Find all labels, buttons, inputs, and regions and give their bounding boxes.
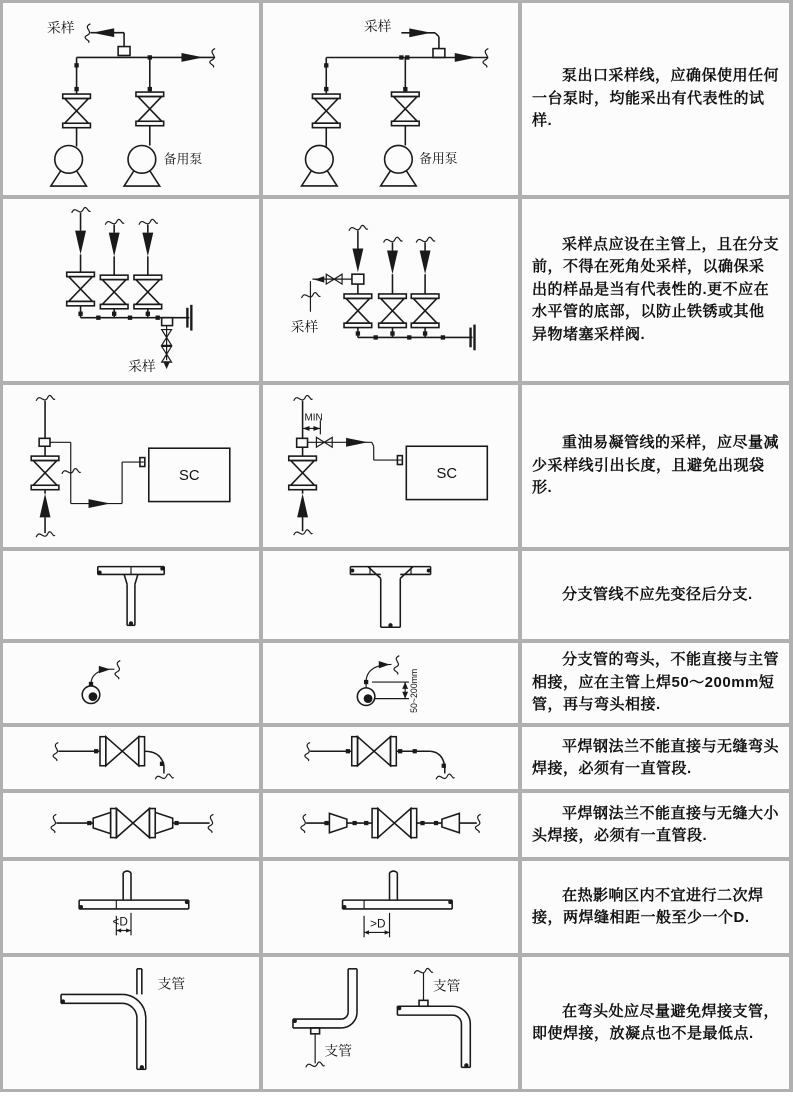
short-pipe-dimension-label: 50~200mm xyxy=(408,668,419,713)
valve-icon xyxy=(31,456,59,490)
diagram-branch-elbow-right xyxy=(263,643,518,723)
standby-pump-label: 备用泵 xyxy=(163,151,203,167)
weld-spacing-wrong-svg xyxy=(3,861,259,953)
reducer-icon xyxy=(442,813,459,832)
flow-arrow-icon xyxy=(352,248,363,272)
flanged-valve-icon xyxy=(352,737,397,766)
note-text: 分支管线不应先变径后分支. xyxy=(562,585,753,603)
reducer-icon xyxy=(155,812,172,833)
diagram-branch-elbow-wrong xyxy=(3,643,259,723)
sample-tap-fitting xyxy=(39,438,50,446)
valve-icon xyxy=(134,275,162,309)
diagram-flange-elbow-wrong xyxy=(3,727,259,789)
flow-arrow-icon xyxy=(387,250,398,274)
flanged-valve-icon xyxy=(111,809,156,838)
branch-elbow-right-svg xyxy=(263,643,518,723)
note-text: 泵出口采样线，应确保使用任何一台泵时，均能采出有代表性的试样. xyxy=(532,67,780,130)
sample-label: 采样 xyxy=(128,358,156,375)
note-row6 xyxy=(522,727,789,789)
weld-distance-label: <D xyxy=(112,915,128,929)
note-row5 xyxy=(522,643,789,723)
note-text: 平焊钢法兰不能直接与无缝大小头焊接，必须有一直管段. xyxy=(532,804,780,844)
flow-arrow-icon xyxy=(75,231,86,255)
pump-icon xyxy=(51,146,87,187)
branch-elbow-wrong-svg xyxy=(3,643,259,723)
standby-pump-icon xyxy=(124,146,160,187)
diagram-flange-reducer-wrong xyxy=(3,793,259,857)
diagram-flange-reducer-right xyxy=(263,793,518,857)
flow-arrow-icon xyxy=(346,438,368,447)
note-row7 xyxy=(522,793,789,857)
elbow-icon xyxy=(122,994,146,1018)
note-row3 xyxy=(522,385,789,547)
branch-fitting xyxy=(419,1000,428,1006)
diagram-branch-reducer-right xyxy=(263,551,518,639)
sampling-point-right-svg xyxy=(263,199,518,381)
diagram-branch-reducer-wrong xyxy=(3,551,259,639)
sample-tap-fitting xyxy=(118,47,130,56)
reducer-icon xyxy=(329,813,346,832)
pump-sampling-right-svg xyxy=(263,3,518,195)
reducer-icon xyxy=(93,812,110,833)
branch-reducer-right-svg xyxy=(263,551,518,639)
flow-arrow-icon xyxy=(40,494,51,518)
note-row2 xyxy=(522,199,789,381)
branch-reducer-wrong-svg xyxy=(3,551,259,639)
note-row4 xyxy=(522,551,789,639)
pump-icon xyxy=(302,145,338,186)
flow-arrow-icon xyxy=(181,53,203,62)
flow-arrow-icon xyxy=(420,250,431,274)
note-text: 平焊钢法兰不能直接与无缝弯头焊接，必须有一直管段. xyxy=(532,737,780,777)
sample-cooler-label: SC xyxy=(436,465,458,482)
diagram-flange-elbow-right xyxy=(263,727,518,789)
sample-flow-arrow-icon xyxy=(92,28,114,37)
note-row8 xyxy=(522,861,789,953)
standards-table xyxy=(3,3,790,1089)
branch-pipe-label: 支管 xyxy=(432,978,461,994)
diagram-weld-spacing-right xyxy=(263,861,518,953)
pump-sampling-wrong-svg xyxy=(3,3,259,195)
standby-pump-icon xyxy=(381,145,417,186)
variant-branch-before-elbow xyxy=(293,969,357,1068)
sample-label: 采样 xyxy=(363,17,392,34)
diagram-sampling-point-right xyxy=(263,199,518,381)
sample-flow-arrow-icon xyxy=(409,28,431,37)
flow-arrow-icon xyxy=(297,494,308,518)
sample-tap-fitting xyxy=(433,49,445,58)
standby-pump-label: 备用泵 xyxy=(419,151,458,167)
note-row1 xyxy=(522,3,789,195)
note-text: 分支管的弯头，不能直接与主管相接，应在主管上焊50～200mm短管，再与弯头相接. xyxy=(532,651,780,714)
note-row9 xyxy=(522,957,789,1089)
elbow-branch-right-svg xyxy=(263,957,518,1089)
diagram-heavy-oil-right xyxy=(263,385,518,547)
flow-arrow-icon xyxy=(455,53,477,62)
diagram-elbow-branch-right xyxy=(263,957,518,1089)
valve-icon xyxy=(289,456,317,490)
note-text: 在热影响区内不宜进行二次焊接，两焊缝相距一般至少一个D. xyxy=(532,886,764,926)
flange-elbow-right-svg xyxy=(263,727,518,789)
flange-elbow-wrong-svg xyxy=(3,727,259,789)
note-text: 重油易凝管线的采样，应尽量减少采样线引出长度，且避免出现袋形. xyxy=(532,434,780,497)
note-text: 在弯头处应尽量避免焊接支管，即使焊接，放凝点也不是最低点. xyxy=(532,1002,780,1042)
elbow-icon xyxy=(341,1012,357,1028)
sample-cooler-label: SC xyxy=(178,467,200,484)
diagram-pump-sampling-wrong xyxy=(3,3,259,195)
heavy-oil-right-svg xyxy=(263,385,518,547)
valve-icon xyxy=(344,294,372,328)
flanged-valve-icon xyxy=(100,737,145,766)
variant-branch-on-top xyxy=(397,968,470,1067)
diagram-weld-spacing-wrong xyxy=(3,861,259,953)
weld-distance-label: >D xyxy=(370,917,386,931)
weld-spacing-right-svg xyxy=(263,861,518,953)
flanged-valve-icon xyxy=(372,809,417,838)
valve-icon xyxy=(100,275,128,309)
diagram-sampling-point-wrong xyxy=(3,199,259,381)
branch-fitting xyxy=(311,1028,320,1034)
elbow-icon xyxy=(430,751,445,773)
valve-icon xyxy=(63,94,91,128)
min-dimension-label: MIN xyxy=(304,412,323,424)
flange-reducer-wrong-svg xyxy=(3,793,259,857)
heavy-oil-wrong-svg xyxy=(3,385,259,547)
valve-icon xyxy=(312,94,340,128)
reducer-icon xyxy=(124,574,127,584)
valve-icon xyxy=(136,92,164,126)
valve-icon xyxy=(411,294,439,328)
sampling-point-wrong-svg xyxy=(3,199,259,381)
branch-pipe-label: 支管 xyxy=(157,976,186,992)
flow-arrow-icon xyxy=(142,233,153,257)
sample-label: 采样 xyxy=(46,19,75,36)
valve-icon xyxy=(67,272,95,306)
diagram-heavy-oil-wrong xyxy=(3,385,259,547)
flow-arrow-icon xyxy=(109,233,120,257)
flow-arrow-icon xyxy=(89,499,111,508)
sample-tap-fitting xyxy=(162,318,173,326)
diagram-elbow-branch-wrong xyxy=(3,957,259,1089)
sample-tap-fitting xyxy=(297,438,308,447)
flange-reducer-right-svg xyxy=(263,793,518,857)
branch-pipe-label: 支管 xyxy=(324,1043,353,1059)
elbow-branch-wrong-svg xyxy=(3,957,259,1089)
valve-icon xyxy=(379,294,407,328)
diagram-pump-sampling-right xyxy=(263,3,518,195)
sample-tap-fitting xyxy=(352,274,364,284)
note-text: 采样点应设在主管上，且在分支前，不得在死角处采样，以确保采出的样品是当有代表性的.更不应在水平管的底部，以防止铁锈或其他异物堵塞采样阀. xyxy=(532,235,780,343)
sample-label: 采样 xyxy=(290,318,319,335)
valve-icon xyxy=(391,92,419,126)
